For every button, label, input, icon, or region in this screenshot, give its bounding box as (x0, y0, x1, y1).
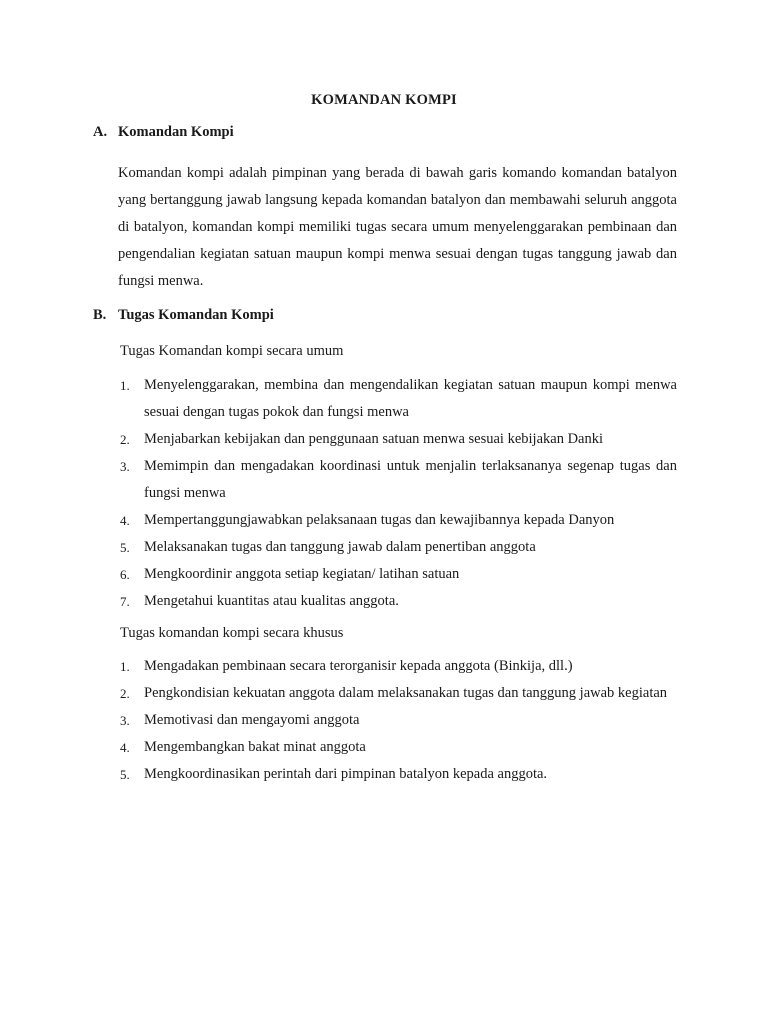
section-b-heading (93, 307, 274, 324)
list-item (0, 588, 677, 615)
list-item-text: Mengetahui kuantitas atau kualitas anggota. (144, 593, 399, 609)
section-a-paragraph: Komandan kompi adalah pimpinan yang berada di bawah garis komando komandan batalyon yang bertanggung jawab langsung kepada komandan batalyon dan membawahi seluruh anggota di batalyon, komandan kompi memiliki tugas secara umum menyelenggarakan pembinaan dan pengendalian kegiatan satuan maupun kompi menwa sesuai dengan tugas tanggung jawab dan fungsi menwa. (118, 165, 677, 289)
list-item-number: 6. (120, 567, 130, 582)
list-item (0, 426, 677, 453)
section-a-heading (93, 124, 234, 141)
section-b-title: Tugas Komandan Kompi (118, 307, 274, 323)
list-item-text: Mengkoordinir anggota setiap kegiatan/ latihan satuan (144, 566, 460, 582)
list-item-number: 5. (120, 767, 130, 782)
general-tasks-subheading: Tugas Komandan kompi secara umum (120, 343, 344, 359)
list-item-number: 1. (120, 378, 130, 393)
document-title: KOMANDAN KOMPI (311, 92, 457, 108)
list-item-number: 1. (120, 659, 130, 674)
list-item-text: Mempertanggungjawabkan pelaksanaan tugas dan kewajibannya kepada Danyon (144, 512, 615, 528)
list-item (0, 734, 677, 761)
list-item (0, 680, 677, 707)
list-item (0, 453, 677, 507)
list-item (0, 653, 677, 680)
list-item-number: 5. (120, 540, 130, 555)
section-b-letter: B. (93, 307, 107, 323)
list-item-text: Menyelenggarakan, membina dan mengendalikan kegiatan satuan maupun kompi menwa sesuai dengan tugas pokok dan fungsi menwa (144, 377, 677, 420)
list-item-text: Memimpin dan mengadakan koordinasi untuk menjalin terlaksananya segenap tugas dan fungsi menwa (144, 458, 677, 501)
list-item-text: Pengkondisian kekuatan anggota dalam melaksanakan tugas dan tanggung jawab kegiatan (144, 685, 668, 701)
list-item-number: 3. (120, 459, 130, 474)
list-item-number: 3. (120, 713, 130, 728)
general-tasks-list (0, 372, 677, 615)
list-item (0, 372, 677, 426)
list-item-number: 2. (120, 432, 130, 447)
section-a-letter: A. (93, 124, 108, 140)
list-item-text: Mengadakan pembinaan secara terorganisir kepada anggota (Binkija, dll.) (144, 658, 573, 674)
list-item-text: Mengkoordinasikan perintah dari pimpinan batalyon kepada anggota. (144, 766, 548, 782)
list-item (0, 761, 677, 788)
list-item-text: Mengembangkan bakat minat anggota (144, 739, 366, 755)
list-item (0, 561, 677, 588)
list-item (0, 707, 677, 734)
special-tasks-subheading: Tugas komandan kompi secara khusus (120, 625, 344, 641)
list-item-number: 4. (120, 513, 130, 528)
section-a-title: Komandan Kompi (118, 124, 234, 140)
list-item-text: Melaksanakan tugas dan tanggung jawab dalam penertiban anggota (144, 539, 536, 555)
list-item (0, 534, 677, 561)
list-item-number: 4. (120, 740, 130, 755)
list-item (0, 507, 677, 534)
list-item-text: Memotivasi dan mengayomi anggota (144, 712, 360, 728)
special-tasks-list (0, 653, 677, 788)
list-item-number: 2. (120, 686, 130, 701)
list-item-number: 7. (120, 594, 130, 609)
list-item-text: Menjabarkan kebijakan dan penggunaan satuan menwa sesuai kebijakan Danki (144, 431, 604, 447)
